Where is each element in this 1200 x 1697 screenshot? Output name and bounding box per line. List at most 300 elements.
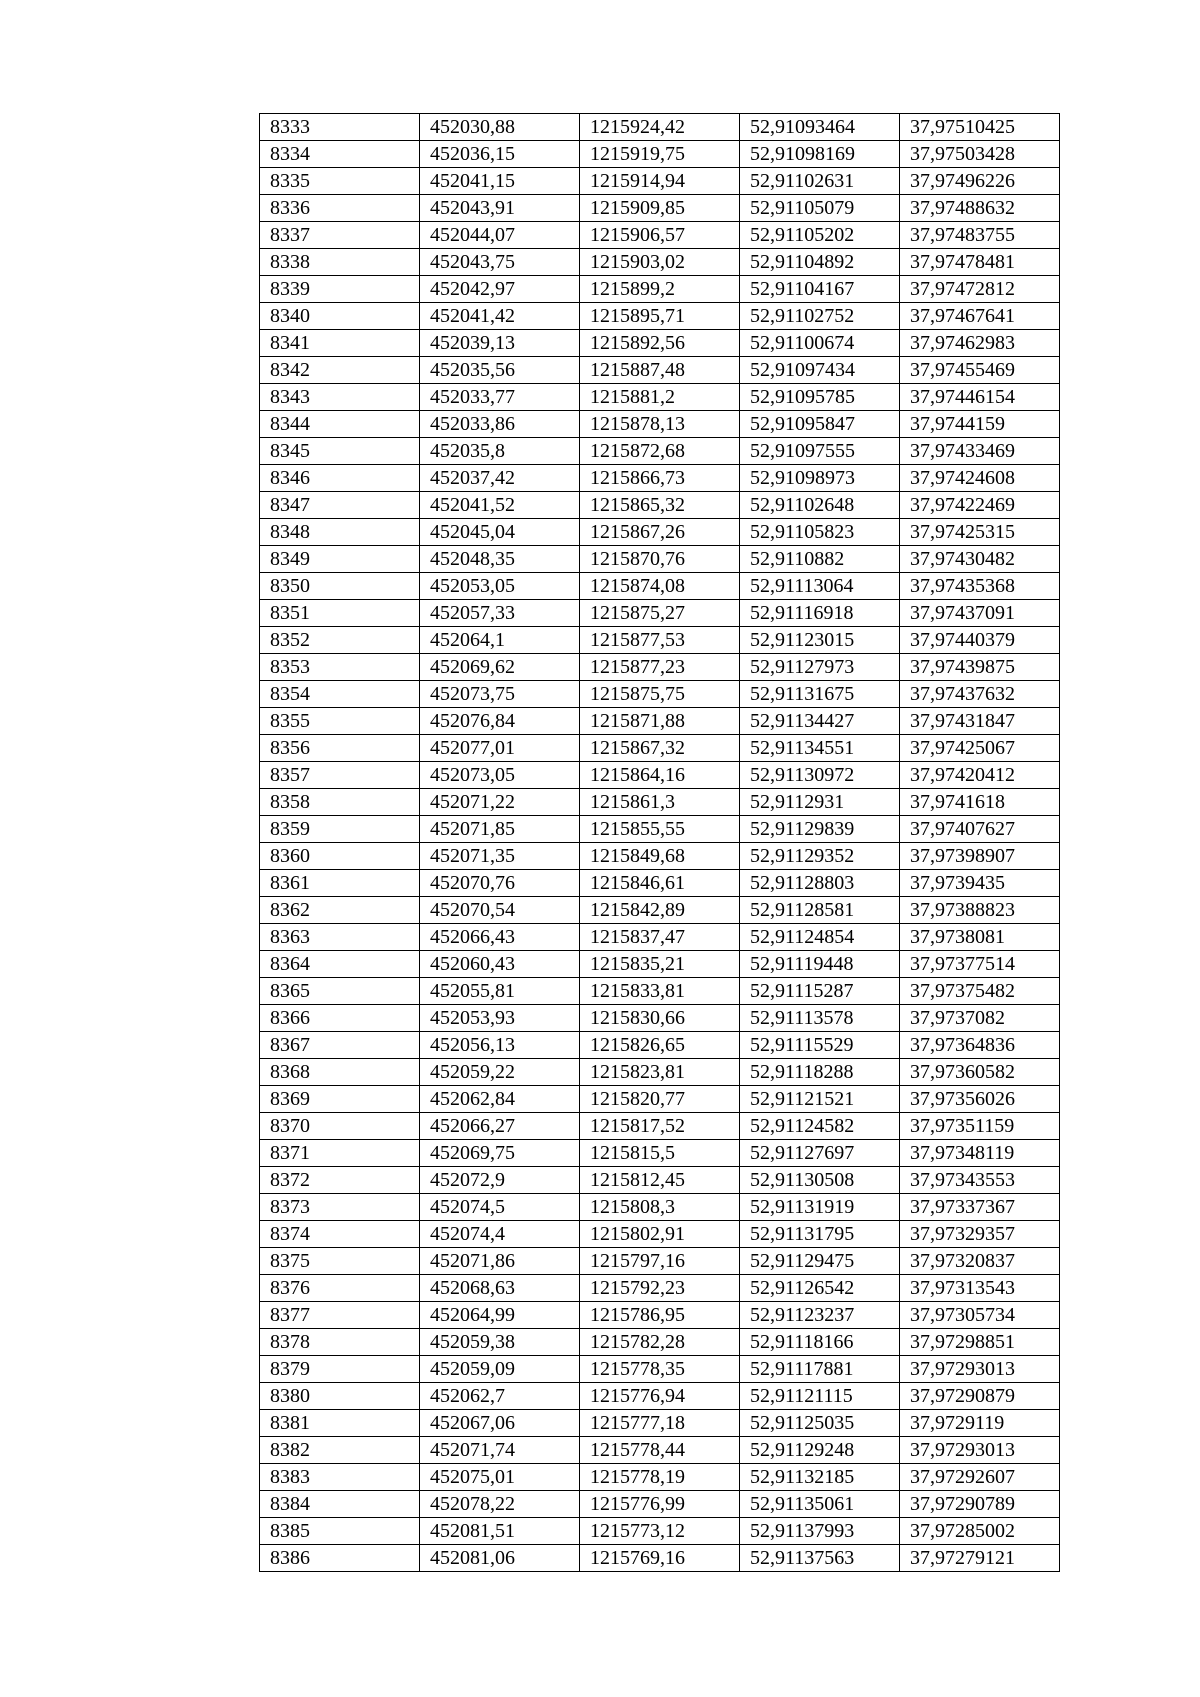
longitude-cell: 37,97337367 [900,1194,1060,1221]
point-number-cell: 8372 [260,1167,420,1194]
y-coordinate-cell: 1215776,94 [580,1383,740,1410]
point-number-cell: 8343 [260,384,420,411]
latitude-cell: 52,91124854 [740,924,900,951]
point-number-cell: 8334 [260,141,420,168]
point-number-cell: 8353 [260,654,420,681]
table-row [260,114,1060,141]
x-coordinate-cell: 452030,88 [420,114,580,141]
longitude-cell: 37,97425315 [900,519,1060,546]
table-row [260,438,1060,465]
latitude-cell: 52,91113578 [740,1005,900,1032]
x-coordinate-cell: 452043,75 [420,249,580,276]
y-coordinate-cell: 1215919,75 [580,141,740,168]
table-row [260,1005,1060,1032]
point-number-cell: 8345 [260,438,420,465]
x-coordinate-cell: 452071,86 [420,1248,580,1275]
latitude-cell: 52,91093464 [740,114,900,141]
x-coordinate-cell: 452071,74 [420,1437,580,1464]
latitude-cell: 52,91105823 [740,519,900,546]
x-coordinate-cell: 452041,52 [420,492,580,519]
point-number-cell: 8363 [260,924,420,951]
latitude-cell: 52,91134551 [740,735,900,762]
latitude-cell: 52,91097434 [740,357,900,384]
longitude-cell: 37,97388823 [900,897,1060,924]
y-coordinate-cell: 1215872,68 [580,438,740,465]
table-row [260,897,1060,924]
longitude-cell: 37,9739435 [900,870,1060,897]
y-coordinate-cell: 1215878,13 [580,411,740,438]
longitude-cell: 37,97290879 [900,1383,1060,1410]
point-number-cell: 8384 [260,1491,420,1518]
point-number-cell: 8333 [260,114,420,141]
longitude-cell: 37,97348119 [900,1140,1060,1167]
y-coordinate-cell: 1215812,45 [580,1167,740,1194]
longitude-cell: 37,97430482 [900,546,1060,573]
longitude-cell: 37,97424608 [900,465,1060,492]
latitude-cell: 52,91129352 [740,843,900,870]
x-coordinate-cell: 452059,38 [420,1329,580,1356]
longitude-cell: 37,97425067 [900,735,1060,762]
point-number-cell: 8357 [260,762,420,789]
latitude-cell: 52,91129839 [740,816,900,843]
longitude-cell: 37,97398907 [900,843,1060,870]
longitude-cell: 37,97440379 [900,627,1060,654]
y-coordinate-cell: 1215826,65 [580,1032,740,1059]
longitude-cell: 37,97293013 [900,1356,1060,1383]
point-number-cell: 8373 [260,1194,420,1221]
longitude-cell: 37,97356026 [900,1086,1060,1113]
longitude-cell: 37,9737082 [900,1005,1060,1032]
latitude-cell: 52,91125035 [740,1410,900,1437]
table-row [260,357,1060,384]
longitude-cell: 37,97462983 [900,330,1060,357]
longitude-cell: 37,97377514 [900,951,1060,978]
y-coordinate-cell: 1215875,75 [580,681,740,708]
table-row [260,789,1060,816]
x-coordinate-cell: 452074,4 [420,1221,580,1248]
x-coordinate-cell: 452062,7 [420,1383,580,1410]
y-coordinate-cell: 1215778,44 [580,1437,740,1464]
latitude-cell: 52,91105079 [740,195,900,222]
x-coordinate-cell: 452043,91 [420,195,580,222]
table-row [260,681,1060,708]
x-coordinate-cell: 452071,22 [420,789,580,816]
point-number-cell: 8354 [260,681,420,708]
point-number-cell: 8366 [260,1005,420,1032]
y-coordinate-cell: 1215833,81 [580,978,740,1005]
latitude-cell: 52,9110882 [740,546,900,573]
table-row [260,519,1060,546]
longitude-cell: 37,97279121 [900,1545,1060,1572]
table-row [260,735,1060,762]
point-number-cell: 8377 [260,1302,420,1329]
latitude-cell: 52,91100674 [740,330,900,357]
point-number-cell: 8375 [260,1248,420,1275]
longitude-cell: 37,9744159 [900,411,1060,438]
y-coordinate-cell: 1215786,95 [580,1302,740,1329]
latitude-cell: 52,91132185 [740,1464,900,1491]
longitude-cell: 37,97407627 [900,816,1060,843]
table-row [260,1518,1060,1545]
x-coordinate-cell: 452033,77 [420,384,580,411]
point-number-cell: 8368 [260,1059,420,1086]
latitude-cell: 52,91104167 [740,276,900,303]
y-coordinate-cell: 1215835,21 [580,951,740,978]
x-coordinate-cell: 452067,06 [420,1410,580,1437]
x-coordinate-cell: 452035,56 [420,357,580,384]
point-number-cell: 8382 [260,1437,420,1464]
longitude-cell: 37,97420412 [900,762,1060,789]
latitude-cell: 52,91128581 [740,897,900,924]
x-coordinate-cell: 452075,01 [420,1464,580,1491]
table-row [260,249,1060,276]
y-coordinate-cell: 1215881,2 [580,384,740,411]
y-coordinate-cell: 1215842,89 [580,897,740,924]
x-coordinate-cell: 452064,1 [420,627,580,654]
point-number-cell: 8370 [260,1113,420,1140]
x-coordinate-cell: 452070,54 [420,897,580,924]
latitude-cell: 52,91113064 [740,573,900,600]
longitude-cell: 37,97313543 [900,1275,1060,1302]
y-coordinate-cell: 1215849,68 [580,843,740,870]
table-row [260,762,1060,789]
y-coordinate-cell: 1215914,94 [580,168,740,195]
table-row [260,492,1060,519]
y-coordinate-cell: 1215877,53 [580,627,740,654]
longitude-cell: 37,97290789 [900,1491,1060,1518]
latitude-cell: 52,91121521 [740,1086,900,1113]
longitude-cell: 37,97422469 [900,492,1060,519]
longitude-cell: 37,97364836 [900,1032,1060,1059]
y-coordinate-cell: 1215899,2 [580,276,740,303]
y-coordinate-cell: 1215773,12 [580,1518,740,1545]
table-row [260,1194,1060,1221]
longitude-cell: 37,97360582 [900,1059,1060,1086]
latitude-cell: 52,91098973 [740,465,900,492]
x-coordinate-cell: 452066,27 [420,1113,580,1140]
latitude-cell: 52,91121115 [740,1383,900,1410]
latitude-cell: 52,91115287 [740,978,900,1005]
latitude-cell: 52,91119448 [740,951,900,978]
table-row [260,1383,1060,1410]
y-coordinate-cell: 1215808,3 [580,1194,740,1221]
x-coordinate-cell: 452059,22 [420,1059,580,1086]
y-coordinate-cell: 1215909,85 [580,195,740,222]
y-coordinate-cell: 1215867,26 [580,519,740,546]
table-row [260,1221,1060,1248]
point-number-cell: 8378 [260,1329,420,1356]
longitude-cell: 37,97293013 [900,1437,1060,1464]
table-row [260,1545,1060,1572]
longitude-cell: 37,97375482 [900,978,1060,1005]
latitude-cell: 52,91131675 [740,681,900,708]
table-row [260,1302,1060,1329]
longitude-cell: 37,97446154 [900,384,1060,411]
latitude-cell: 52,91104892 [740,249,900,276]
longitude-cell: 37,97285002 [900,1518,1060,1545]
x-coordinate-cell: 452070,76 [420,870,580,897]
table-row [260,708,1060,735]
point-number-cell: 8380 [260,1383,420,1410]
longitude-cell: 37,9729119 [900,1410,1060,1437]
y-coordinate-cell: 1215823,81 [580,1059,740,1086]
latitude-cell: 52,91095785 [740,384,900,411]
x-coordinate-cell: 452072,9 [420,1167,580,1194]
table-row [260,384,1060,411]
table-row [260,1437,1060,1464]
latitude-cell: 52,91105202 [740,222,900,249]
point-number-cell: 8376 [260,1275,420,1302]
longitude-cell: 37,97472812 [900,276,1060,303]
y-coordinate-cell: 1215769,16 [580,1545,740,1572]
point-number-cell: 8338 [260,249,420,276]
y-coordinate-cell: 1215830,66 [580,1005,740,1032]
latitude-cell: 52,91123015 [740,627,900,654]
y-coordinate-cell: 1215776,99 [580,1491,740,1518]
table-row [260,1491,1060,1518]
y-coordinate-cell: 1215777,18 [580,1410,740,1437]
latitude-cell: 52,91129475 [740,1248,900,1275]
x-coordinate-cell: 452069,75 [420,1140,580,1167]
point-number-cell: 8351 [260,600,420,627]
table-row [260,654,1060,681]
table-row [260,1140,1060,1167]
longitude-cell: 37,9741618 [900,789,1060,816]
y-coordinate-cell: 1215778,35 [580,1356,740,1383]
latitude-cell: 52,91137993 [740,1518,900,1545]
latitude-cell: 52,91095847 [740,411,900,438]
latitude-cell: 52,91118288 [740,1059,900,1086]
table-row [260,1113,1060,1140]
y-coordinate-cell: 1215861,3 [580,789,740,816]
table-row [260,1032,1060,1059]
table-row [260,816,1060,843]
point-number-cell: 8371 [260,1140,420,1167]
latitude-cell: 52,91131919 [740,1194,900,1221]
point-number-cell: 8349 [260,546,420,573]
y-coordinate-cell: 1215797,16 [580,1248,740,1275]
y-coordinate-cell: 1215903,02 [580,249,740,276]
point-number-cell: 8358 [260,789,420,816]
x-coordinate-cell: 452060,43 [420,951,580,978]
longitude-cell: 37,97435368 [900,573,1060,600]
x-coordinate-cell: 452056,13 [420,1032,580,1059]
latitude-cell: 52,91127973 [740,654,900,681]
x-coordinate-cell: 452077,01 [420,735,580,762]
y-coordinate-cell: 1215782,28 [580,1329,740,1356]
longitude-cell: 37,97478481 [900,249,1060,276]
longitude-cell: 37,97305734 [900,1302,1060,1329]
longitude-cell: 37,97298851 [900,1329,1060,1356]
latitude-cell: 52,91131795 [740,1221,900,1248]
point-number-cell: 8386 [260,1545,420,1572]
x-coordinate-cell: 452076,84 [420,708,580,735]
table-row [260,1086,1060,1113]
x-coordinate-cell: 452073,75 [420,681,580,708]
point-number-cell: 8364 [260,951,420,978]
x-coordinate-cell: 452033,86 [420,411,580,438]
point-number-cell: 8350 [260,573,420,600]
x-coordinate-cell: 452064,99 [420,1302,580,1329]
y-coordinate-cell: 1215855,55 [580,816,740,843]
x-coordinate-cell: 452069,62 [420,654,580,681]
y-coordinate-cell: 1215892,56 [580,330,740,357]
x-coordinate-cell: 452055,81 [420,978,580,1005]
point-number-cell: 8361 [260,870,420,897]
point-number-cell: 8346 [260,465,420,492]
point-number-cell: 8360 [260,843,420,870]
y-coordinate-cell: 1215846,61 [580,870,740,897]
table-row [260,951,1060,978]
x-coordinate-cell: 452059,09 [420,1356,580,1383]
latitude-cell: 52,91130508 [740,1167,900,1194]
y-coordinate-cell: 1215924,42 [580,114,740,141]
table-row [260,411,1060,438]
table-row [260,168,1060,195]
table-row [260,843,1060,870]
longitude-cell: 37,97488632 [900,195,1060,222]
x-coordinate-cell: 452068,63 [420,1275,580,1302]
x-coordinate-cell: 452078,22 [420,1491,580,1518]
y-coordinate-cell: 1215870,76 [580,546,740,573]
longitude-cell: 37,97351159 [900,1113,1060,1140]
point-number-cell: 8379 [260,1356,420,1383]
y-coordinate-cell: 1215792,23 [580,1275,740,1302]
latitude-cell: 52,91124582 [740,1113,900,1140]
x-coordinate-cell: 452036,15 [420,141,580,168]
longitude-cell: 37,97510425 [900,114,1060,141]
point-number-cell: 8336 [260,195,420,222]
table-row [260,195,1060,222]
table-row [260,870,1060,897]
x-coordinate-cell: 452035,8 [420,438,580,465]
latitude-cell: 52,9112931 [740,789,900,816]
y-coordinate-cell: 1215820,77 [580,1086,740,1113]
point-number-cell: 8352 [260,627,420,654]
table-row [260,465,1060,492]
table-row [260,1248,1060,1275]
x-coordinate-cell: 452045,04 [420,519,580,546]
y-coordinate-cell: 1215778,19 [580,1464,740,1491]
point-number-cell: 8385 [260,1518,420,1545]
latitude-cell: 52,91097555 [740,438,900,465]
y-coordinate-cell: 1215887,48 [580,357,740,384]
y-coordinate-cell: 1215877,23 [580,654,740,681]
y-coordinate-cell: 1215865,32 [580,492,740,519]
x-coordinate-cell: 452041,42 [420,303,580,330]
latitude-cell: 52,91118166 [740,1329,900,1356]
longitude-cell: 37,97439875 [900,654,1060,681]
point-number-cell: 8365 [260,978,420,1005]
x-coordinate-cell: 452074,5 [420,1194,580,1221]
y-coordinate-cell: 1215895,71 [580,303,740,330]
table-row [260,600,1060,627]
x-coordinate-cell: 452053,05 [420,573,580,600]
latitude-cell: 52,91098169 [740,141,900,168]
latitude-cell: 52,91129248 [740,1437,900,1464]
latitude-cell: 52,91127697 [740,1140,900,1167]
table-row [260,1464,1060,1491]
x-coordinate-cell: 452048,35 [420,546,580,573]
point-number-cell: 8339 [260,276,420,303]
table-row [260,1059,1060,1086]
point-number-cell: 8347 [260,492,420,519]
point-number-cell: 8340 [260,303,420,330]
y-coordinate-cell: 1215866,73 [580,465,740,492]
y-coordinate-cell: 1215906,57 [580,222,740,249]
point-number-cell: 8344 [260,411,420,438]
point-number-cell: 8356 [260,735,420,762]
table-row [260,1356,1060,1383]
latitude-cell: 52,91117881 [740,1356,900,1383]
table-row [260,222,1060,249]
point-number-cell: 8367 [260,1032,420,1059]
x-coordinate-cell: 452071,35 [420,843,580,870]
point-number-cell: 8348 [260,519,420,546]
y-coordinate-cell: 1215815,5 [580,1140,740,1167]
table-row [260,1329,1060,1356]
coordinates-table [259,113,1060,1572]
longitude-cell: 37,97431847 [900,708,1060,735]
point-number-cell: 8337 [260,222,420,249]
latitude-cell: 52,91128803 [740,870,900,897]
longitude-cell: 37,97292607 [900,1464,1060,1491]
point-number-cell: 8369 [260,1086,420,1113]
point-number-cell: 8359 [260,816,420,843]
y-coordinate-cell: 1215837,47 [580,924,740,951]
y-coordinate-cell: 1215864,16 [580,762,740,789]
point-number-cell: 8341 [260,330,420,357]
y-coordinate-cell: 1215817,52 [580,1113,740,1140]
x-coordinate-cell: 452066,43 [420,924,580,951]
table-row [260,1275,1060,1302]
table-row [260,546,1060,573]
table-row [260,573,1060,600]
point-number-cell: 8335 [260,168,420,195]
longitude-cell: 37,97437632 [900,681,1060,708]
point-number-cell: 8342 [260,357,420,384]
y-coordinate-cell: 1215875,27 [580,600,740,627]
x-coordinate-cell: 452044,07 [420,222,580,249]
table-row [260,924,1060,951]
longitude-cell: 37,97433469 [900,438,1060,465]
x-coordinate-cell: 452071,85 [420,816,580,843]
latitude-cell: 52,91130972 [740,762,900,789]
table-row [260,303,1060,330]
table-row [260,276,1060,303]
longitude-cell: 37,97455469 [900,357,1060,384]
longitude-cell: 37,97496226 [900,168,1060,195]
point-number-cell: 8383 [260,1464,420,1491]
latitude-cell: 52,91115529 [740,1032,900,1059]
x-coordinate-cell: 452053,93 [420,1005,580,1032]
table-row [260,330,1060,357]
x-coordinate-cell: 452062,84 [420,1086,580,1113]
x-coordinate-cell: 452037,42 [420,465,580,492]
longitude-cell: 37,97503428 [900,141,1060,168]
point-number-cell: 8374 [260,1221,420,1248]
latitude-cell: 52,91102752 [740,303,900,330]
longitude-cell: 37,97467641 [900,303,1060,330]
table-row [260,1410,1060,1437]
x-coordinate-cell: 452041,15 [420,168,580,195]
latitude-cell: 52,91134427 [740,708,900,735]
x-coordinate-cell: 452073,05 [420,762,580,789]
latitude-cell: 52,91135061 [740,1491,900,1518]
y-coordinate-cell: 1215874,08 [580,573,740,600]
y-coordinate-cell: 1215802,91 [580,1221,740,1248]
x-coordinate-cell: 452042,97 [420,276,580,303]
